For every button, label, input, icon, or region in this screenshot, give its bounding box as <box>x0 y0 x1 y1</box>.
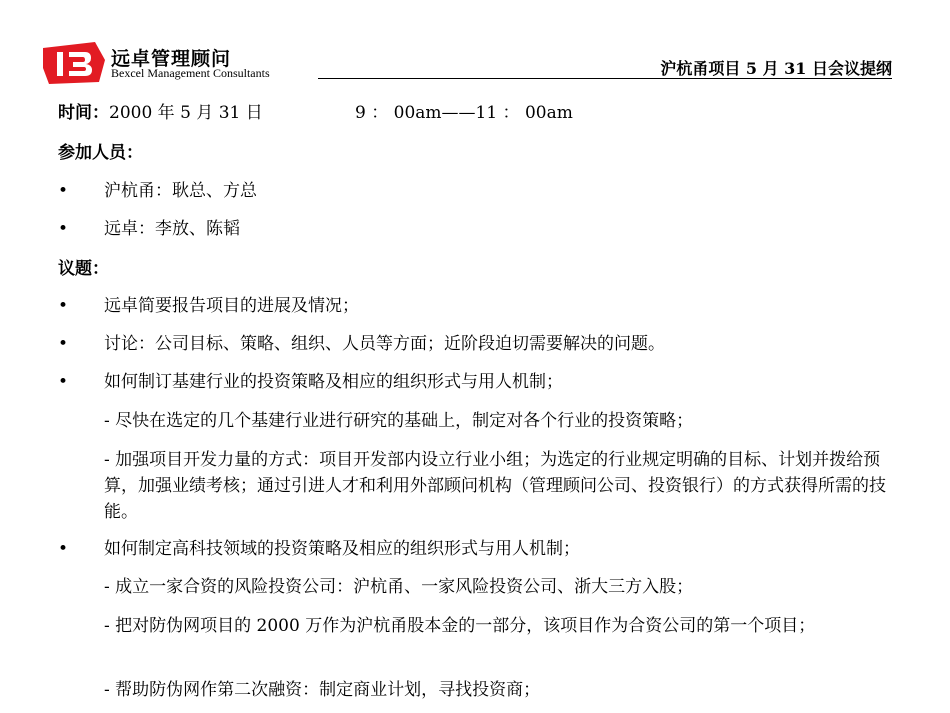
attendee-item: 沪杭甬：耿总、方总 <box>104 181 257 201</box>
agenda-item: 讨论：公司目标、策略、组织、人员等方面；近阶段迫切需要解决的问题。 <box>104 334 665 354</box>
company-name-en: Bexcel Management Consultants <box>111 66 270 80</box>
page-header <box>0 0 950 90</box>
document-title: 沪杭甬项目 5 月 31 日会议提纲 <box>660 59 892 78</box>
bullet-icon: • <box>58 539 69 559</box>
bullet-icon: • <box>58 181 69 201</box>
bexcel-logo-icon <box>43 42 105 84</box>
sub-item: - 把对防伪网项目的 2000 万作为沪杭甬股本金的一部分，该项目作为合资公司的第一个项目； <box>104 616 816 636</box>
attendees-label: 参加人员： <box>58 143 143 163</box>
attendee-item: 远卓：李放、陈韬 <box>104 219 240 239</box>
agenda-label: 议题： <box>58 259 109 279</box>
sub-item: - 尽快在选定的几个基建行业进行研究的基础上，制定对各个行业的投资策略； <box>104 411 694 431</box>
bullet-icon: • <box>58 296 69 316</box>
time-range: 9 ： 00am——11 ： 00am <box>355 103 573 123</box>
agenda-item: 如何制订基建行业的投资策略及相应的组织形式与用人机制； <box>104 372 563 392</box>
agenda-item: 如何制定高科技领域的投资策略及相应的组织形式与用人机制； <box>104 539 580 559</box>
sub-item: - 成立一家合资的风险投资公司：沪杭甬、一家风险投资公司、浙大三方入股； <box>104 577 694 597</box>
company-name-cn: 远卓管理顾问 <box>111 48 232 70</box>
time-label: 时间： <box>58 103 109 123</box>
meeting-date: 2000 年 5 月 31 日 <box>109 103 263 123</box>
sub-item: - 帮助防伪网作第二次融资：制定商业计划，寻找投资商； <box>104 680 541 700</box>
bullet-icon: • <box>58 372 69 392</box>
agenda-item: 远卓简要报告项目的进展及情况； <box>104 296 359 316</box>
bullet-icon: • <box>58 219 69 239</box>
time-row <box>58 100 263 126</box>
sub-item: - 加强项目开发力量的方式：项目开发部内设立行业小组；为选定的行业规定明确的目标、计划并拨给预算，加强业绩考核；通过引进人才和利用外部顾问机构（管理顾问公司、投资银行）的方式获得所需的技能。 <box>104 450 886 522</box>
bullet-icon: • <box>58 334 69 354</box>
